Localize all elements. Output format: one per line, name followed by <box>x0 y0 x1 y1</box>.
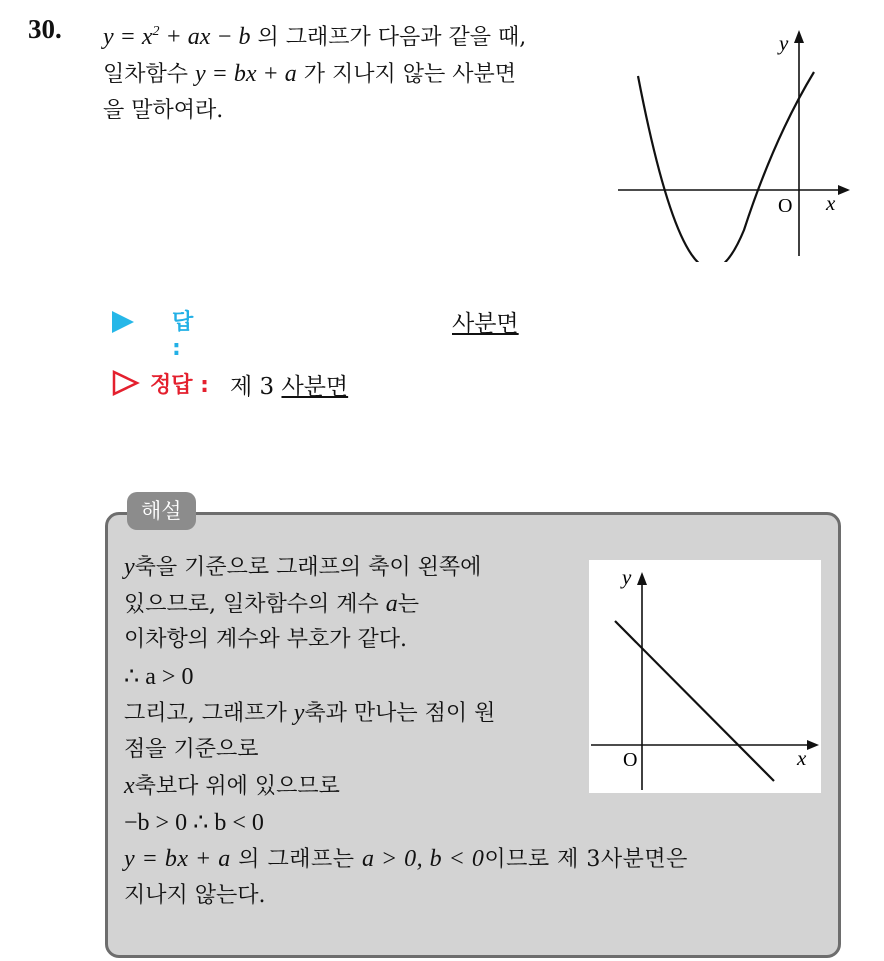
question-text <box>103 14 603 129</box>
explanation-line-6: 점을 기준으로 <box>124 736 259 762</box>
correct-answer-label: 정답 : <box>150 373 209 398</box>
linear-graph <box>589 560 821 793</box>
parabola-curve <box>638 72 814 262</box>
y-axis-label: y <box>622 565 632 589</box>
linear-equation: y = bx + a <box>195 61 297 87</box>
question-number: 30. <box>28 14 62 44</box>
question-line-1: $y = x^2$ + ax − b 의 그래프가 다음과 같을 때, <box>103 24 527 50</box>
origin-label: O <box>778 195 793 217</box>
explanation-tag: 해설 <box>127 492 196 530</box>
play-arrow-icon <box>112 311 134 333</box>
explanation-line-10: 지나지 않는다. <box>124 882 266 908</box>
y-axis-label: y <box>779 31 789 55</box>
question-line-2: 일차함수 y = bx + a 가 지나지 않는 사분면 <box>103 61 516 87</box>
x-axis-label: x <box>826 191 836 215</box>
outline-arrow-icon <box>112 370 140 396</box>
explanation-line-5: 그리고, 그래프가 y축과 만나는 점이 원 <box>124 700 496 726</box>
origin-label: O <box>623 749 638 771</box>
explanation-line-1: y축을 기준으로 그래프의 축이 왼쪽에 <box>124 554 482 580</box>
x-axis-label: x <box>797 746 807 770</box>
explanation-line-8: −b > 0 ∴ b < 0 <box>124 809 264 836</box>
explanation-line-3: 이차항의 계수와 부호가 같다. <box>124 627 407 652</box>
x-axis-arrow-icon <box>838 185 850 195</box>
answer-value: 사분면 <box>452 311 519 337</box>
quadratic-equation: $y = x^2$ + ax − b <box>103 24 251 50</box>
explanation-line-2: 있으므로, 일차함수의 계수 a는 <box>124 590 420 617</box>
explanation-line-9: y = bx + a 의 그래프는 a > 0, b < 0이므로 제 3사분면은 <box>124 846 688 872</box>
answer-label: 답 : <box>172 310 194 361</box>
explanation-line-7: x축보다 위에 있으므로 <box>124 773 340 799</box>
explanation-line-4: ∴ a > 0 <box>124 663 194 690</box>
y-axis-arrow-icon <box>794 30 804 43</box>
parabola-graph <box>612 26 852 262</box>
correct-answer-value: 제 3 사분면 <box>230 374 349 400</box>
question-line-3: 을 말하여라. <box>103 98 224 123</box>
